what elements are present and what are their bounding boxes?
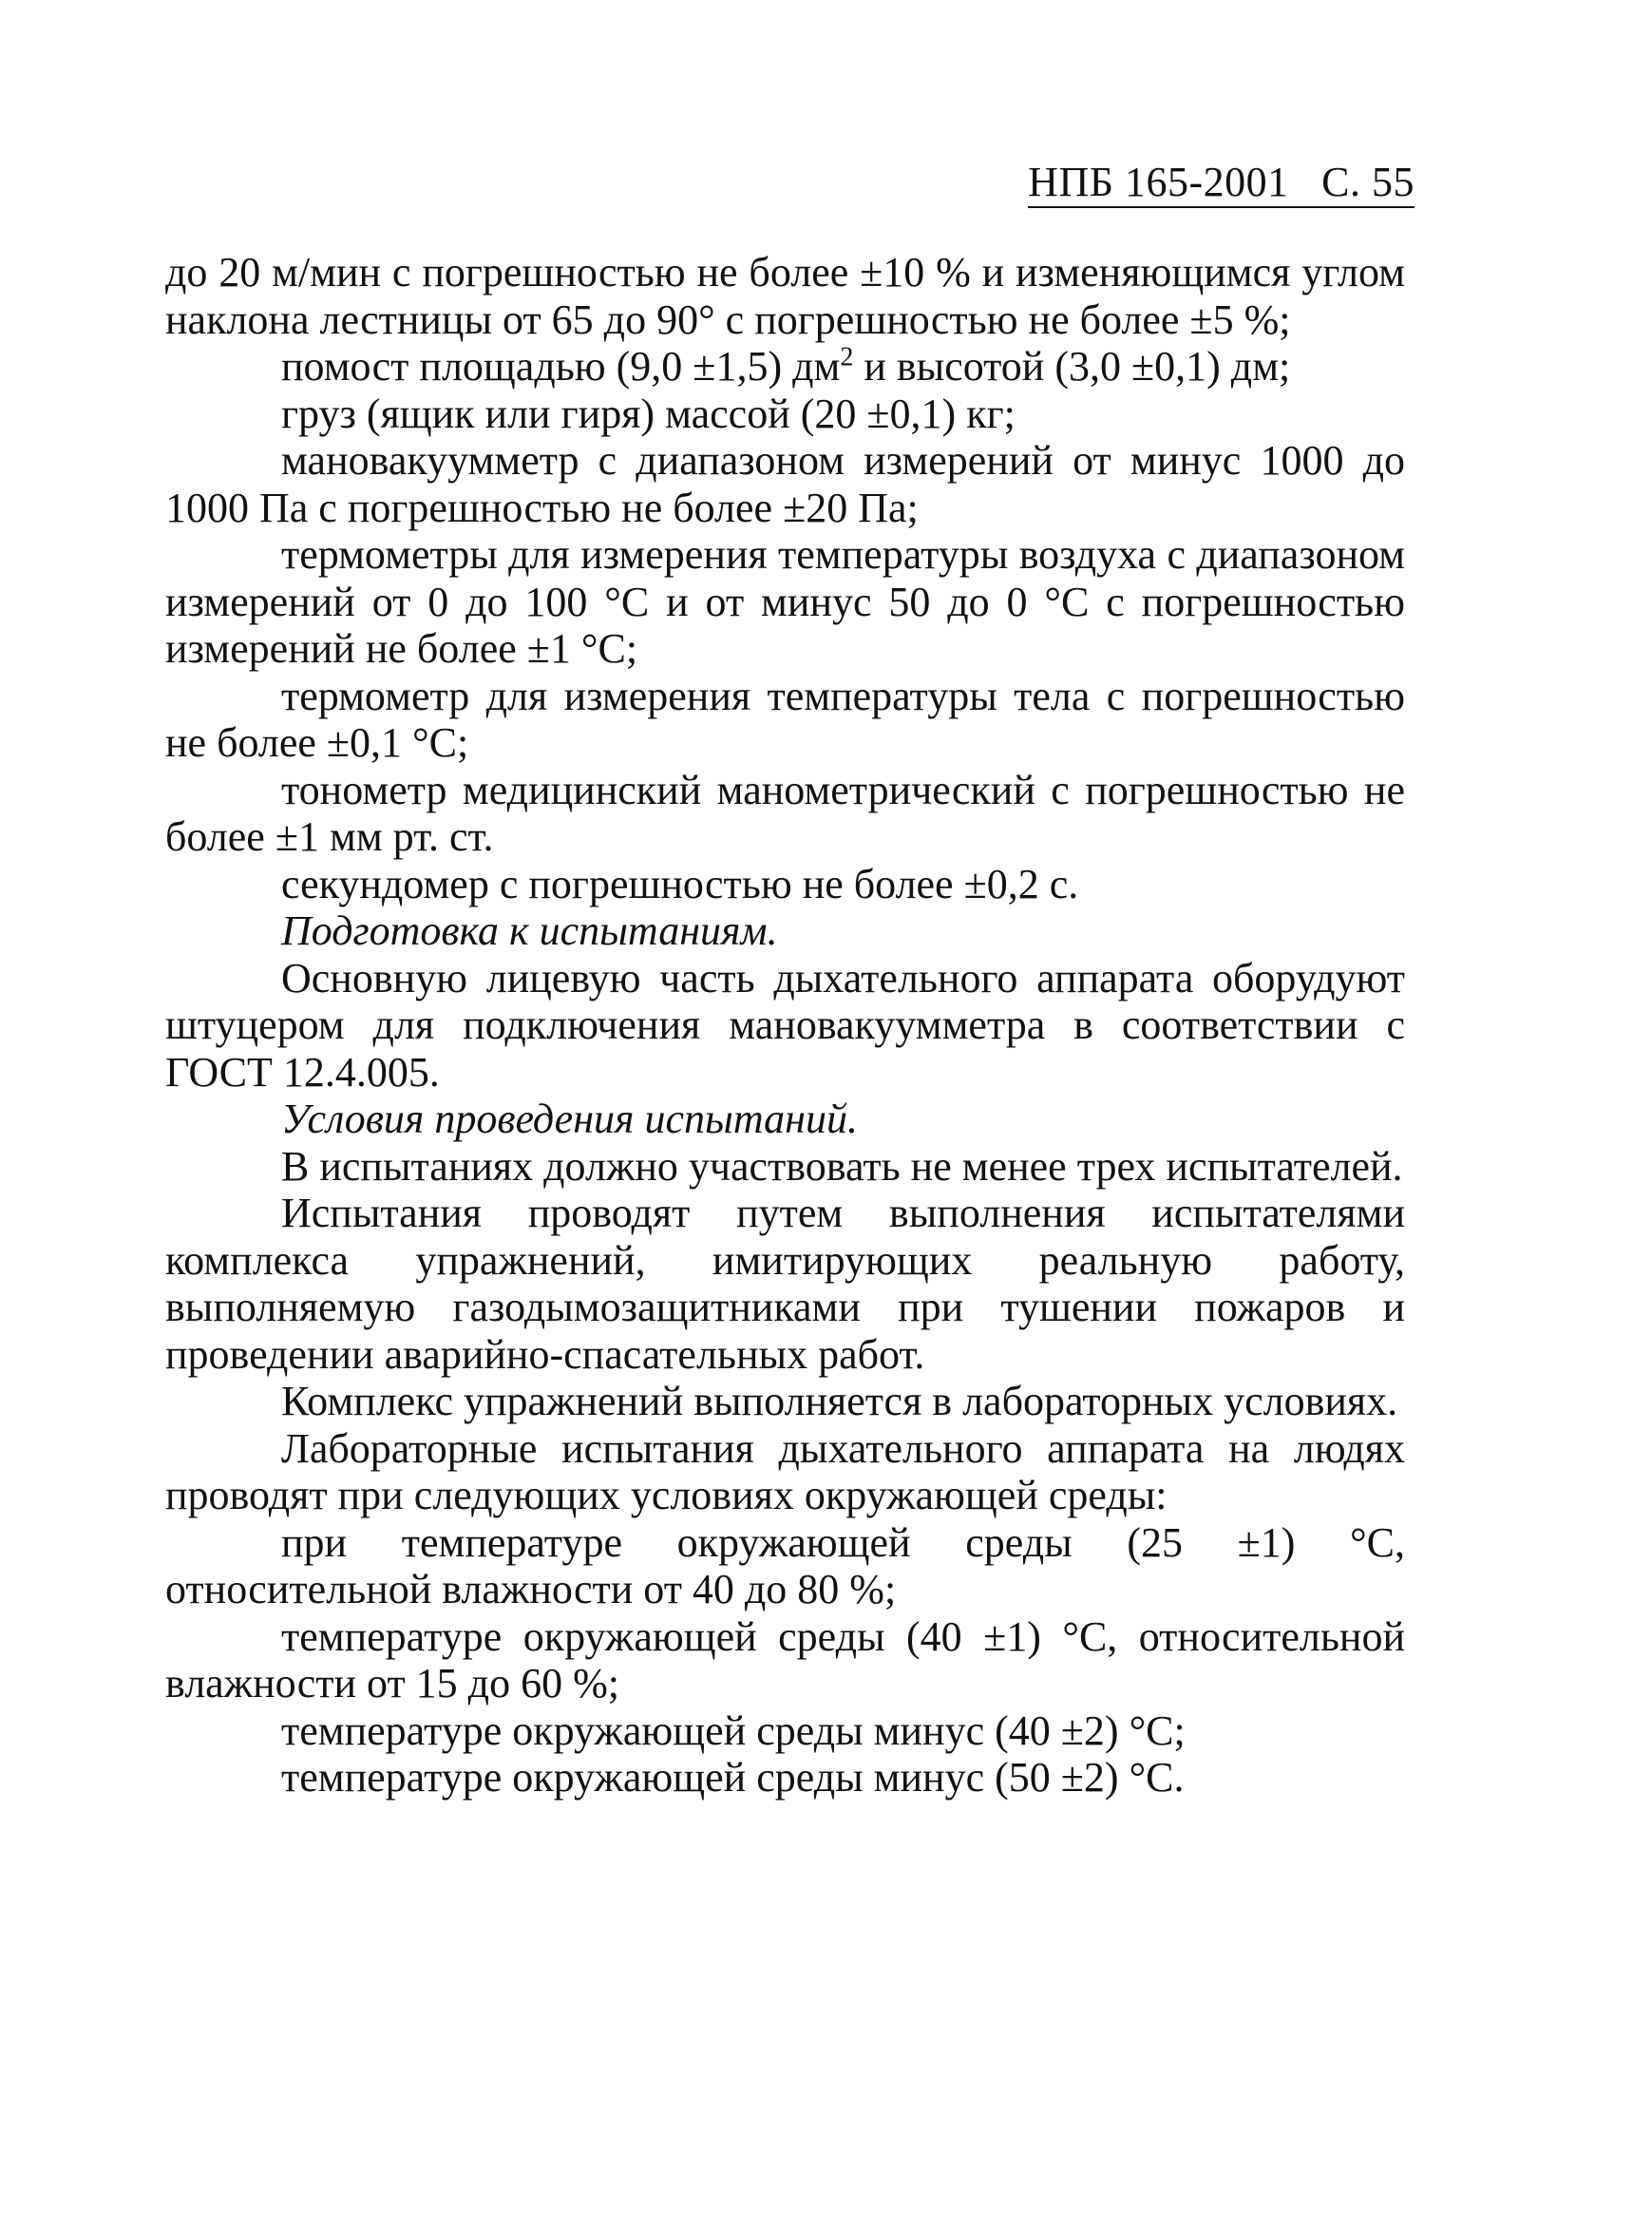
paragraph-lab-conditions: Комплекс упражнений выполняется в лабораторных условиях. [281,1378,1398,1424]
heading-test-preparation: Подготовка к испытаниям. [281,907,778,954]
paragraph-body-thermometer: термометр для измерения температуры тела с погрешностью не более ±0,1 °С; [165,672,1405,766]
paragraph-manovacuummeter: мановакуумметр с диапазоном измерений от минус 1000 до 1000 Па с погрешностью не более ±20 Па; [165,437,1405,531]
paragraph-condition-40: температуре окружающей среды (40 ±1) °С, относительной влажности от 15 до 60 %; [165,1612,1405,1707]
paragraph-condition-25: при температуре окружающей среды (25 ±1) °С, относительной влажности от 40 до 80 %; [165,1518,1405,1612]
paragraph-platform-text-before: помост площадью (9,0 ±1,5) дм [281,343,841,390]
paragraph-stopwatch: секундомер с погрешностью не более ±0,2 с. [281,860,1079,907]
paragraph-tonometer: тонометр медицинский манометрический с погрешностью не более ±1 мм рт. ст. [165,766,1405,860]
paragraph-air-thermometers: термометры для измерения температуры воздуха с диапазоном измерений от 0 до 100 °С и от минус 50 до 0 °С с погрешностью измерений не более ±1 °С; [165,531,1405,672]
document-body [165,249,1405,1802]
paragraph-face-part: Основную лицевую часть дыхательного аппарата оборудуют штуцером для подключения мановакуумметра в соответствии с ГОСТ 12.4.005. [165,954,1405,1096]
paragraph-condition-minus-40: температуре окружающей среды минус (40 ±2) °С; [281,1707,1186,1754]
paragraph-ladder-speed: до 20 м/мин с погрешностью не более ±10 % и изменяющимся углом наклона лестницы от 65 до 90° с погрешностью не более ±5 %; [165,249,1405,343]
paragraph-exercise-complex: Испытания проводят путем выполнения испытателями комплекса упражнений, имитирующих реальную работу, выполняемую газодымозащитниками при тушении пожаров и проведении аварийно-спасательных работ. [165,1190,1405,1378]
page-header: НПБ 165-2001 С. 55 [1028,162,1415,208]
paragraph-load: груз (ящик или гиря) массой (20 ±0,1) кг; [281,390,1016,437]
paragraph-lab-tests: Лабораторные испытания дыхательного аппарата на людях проводят при следующих условиях окружающей среды: [165,1424,1405,1518]
superscript-square: 2 [840,342,854,372]
heading-test-conditions: Условия проведения испытаний. [281,1096,858,1142]
paragraph-platform-text-after: и высотой (3,0 ±0,1) дм; [853,343,1291,390]
paragraph-platform [165,343,1405,391]
paragraph-testers: В испытаниях должно участвовать не менее трех испытателей. [281,1142,1403,1190]
paragraph-condition-minus-50: температуре окружающей среды минус (50 ±2) °С. [281,1754,1185,1801]
